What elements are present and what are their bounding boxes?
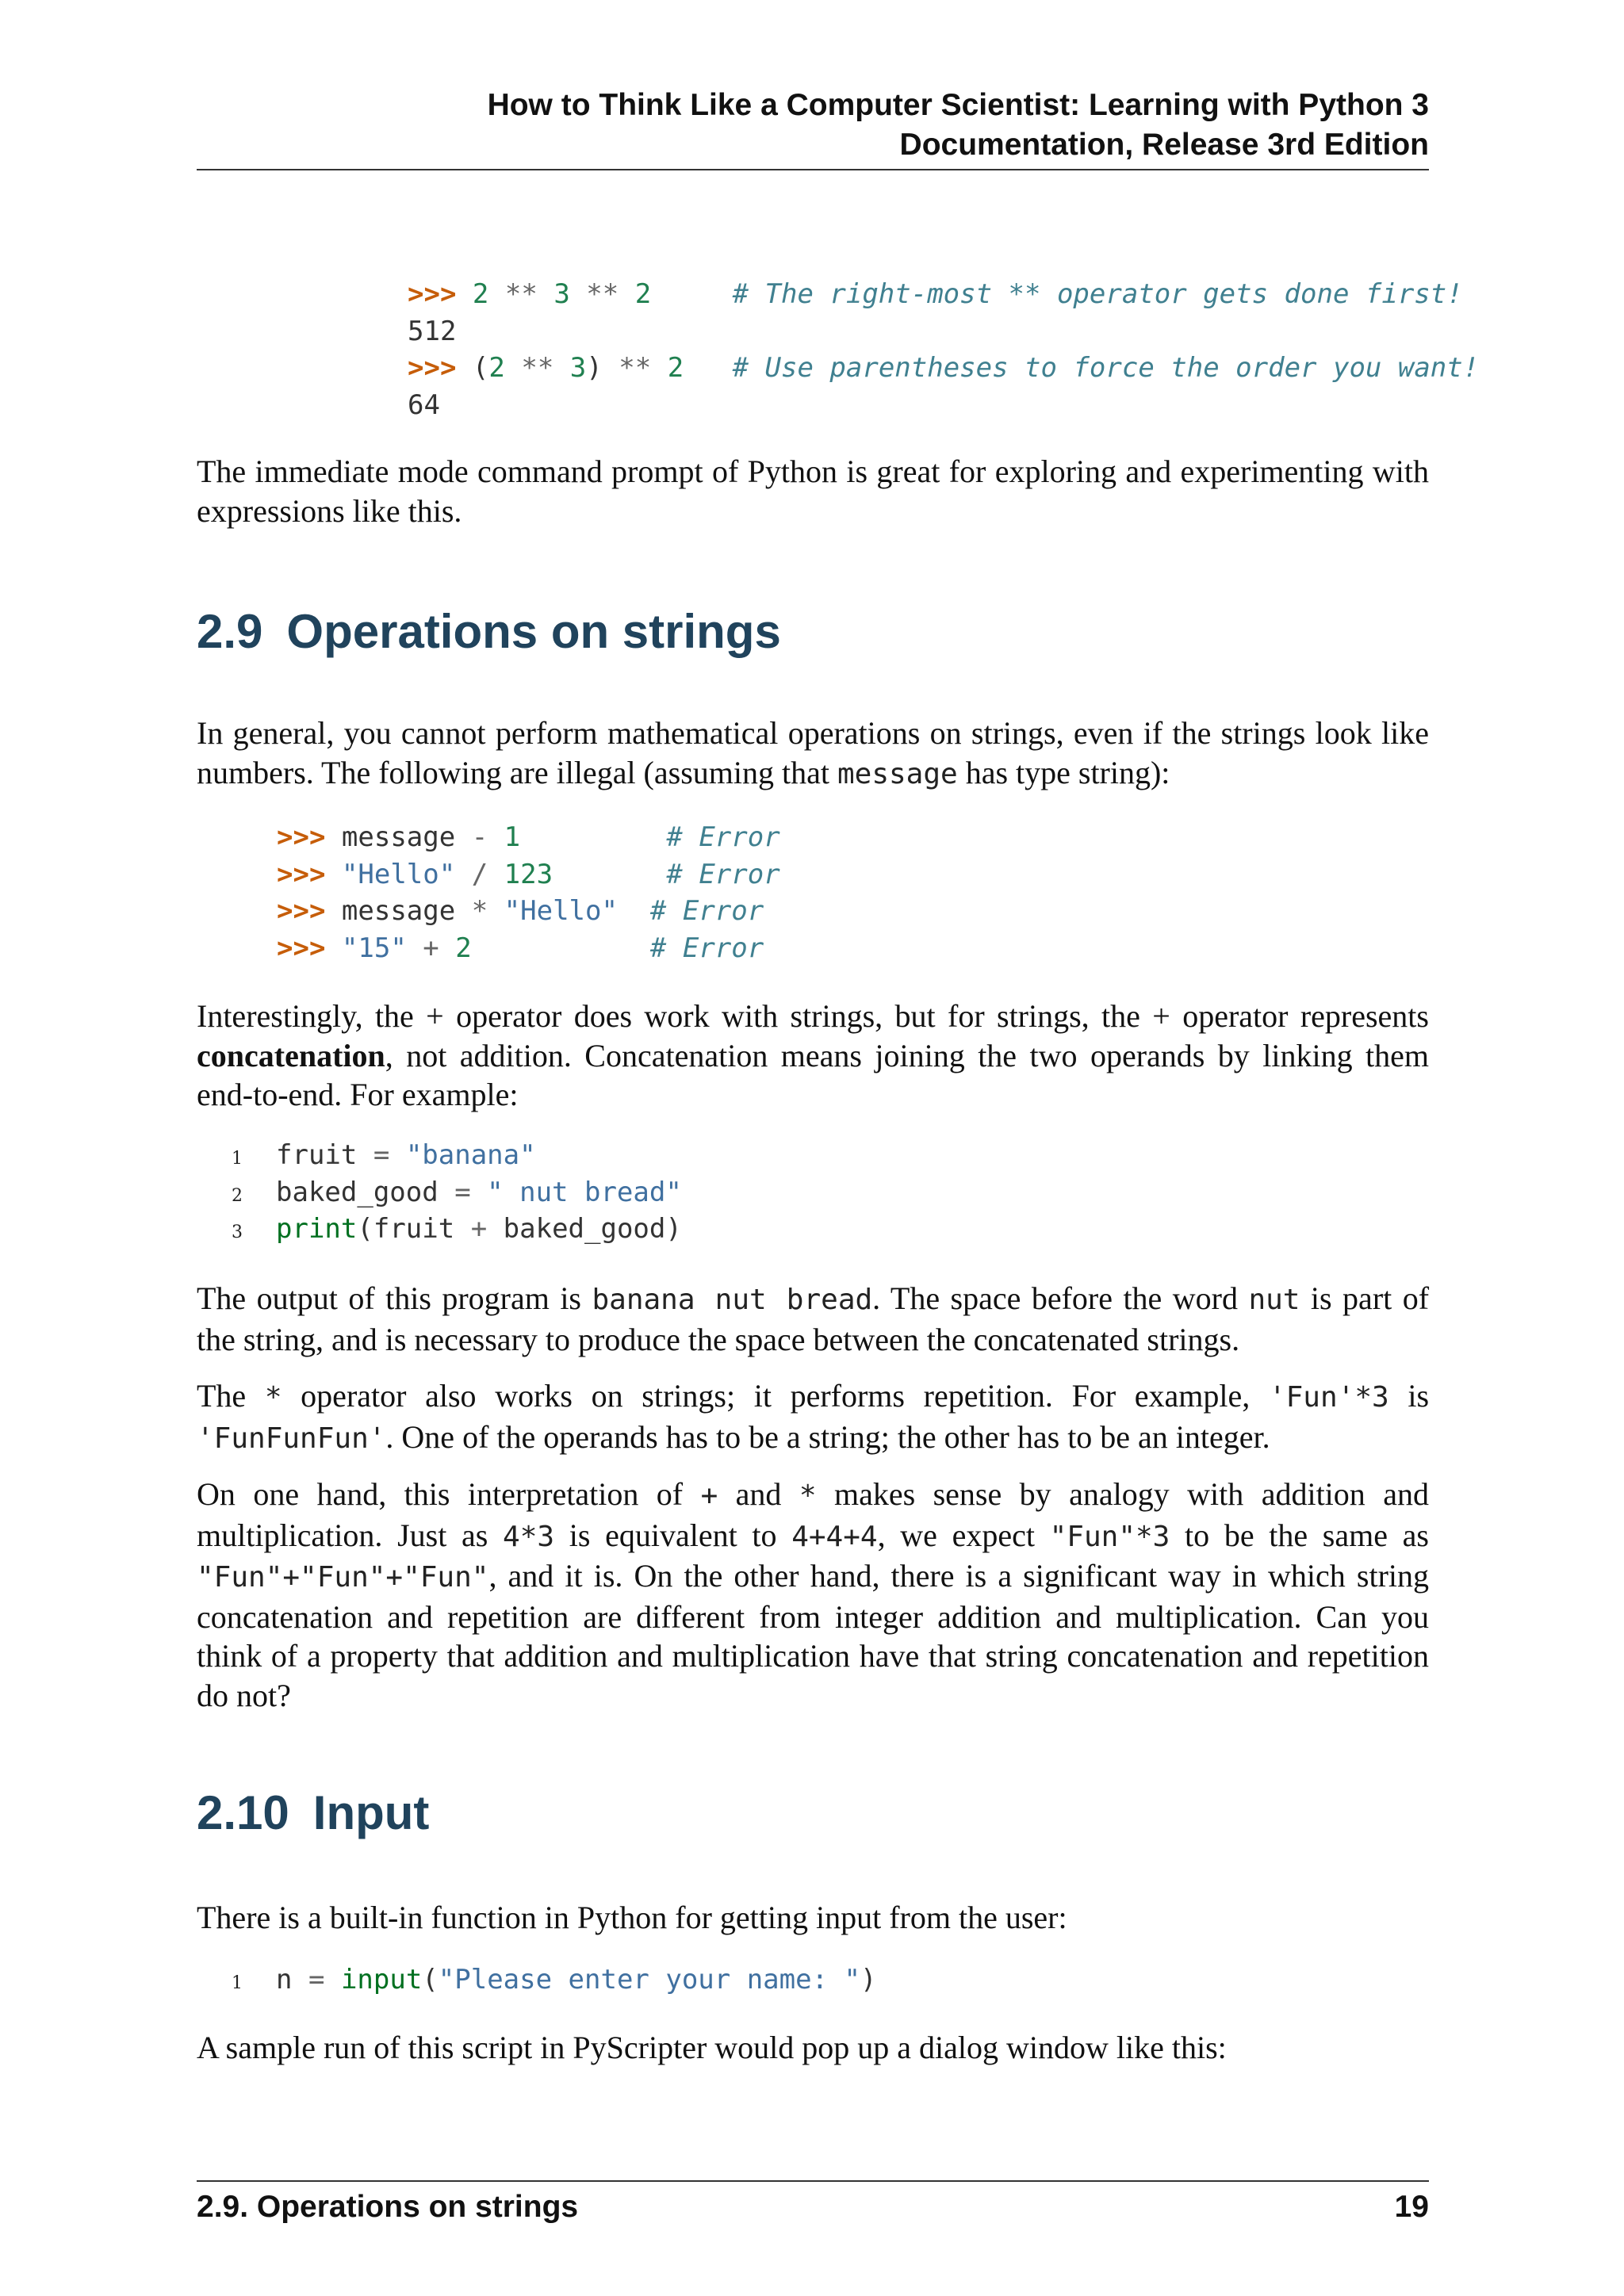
footer-section-title: 2.9. Operations on strings (197, 2190, 579, 2224)
paragraph-output: The output of this program is banana nut bread. The space before the word nut is part of the string, and is necessary to produce the space between the concatenated strings. (197, 1280, 1430, 1357)
code-line: >>> message - 1 # Error (277, 821, 780, 853)
code-line: 3 print(fruit + baked_good) (232, 1211, 682, 1248)
header-title-line1: How to Think Like a Computer Scientist: Learning with Python 3 (487, 88, 1429, 122)
line-number: 2 (232, 1185, 243, 1206)
paragraph-immediate-mode: The immediate mode command prompt of Python is great for exploring and experimenting with expressions like this. (197, 453, 1429, 529)
code-block-concatenation (232, 1137, 682, 1248)
paragraph-analogy: On one hand, this interpretation of + and * makes sense by analogy with addition and multiplication. Just as 4*3 is equivalent to 4+4+4, we expect "Fun"*3 to be the same as "Fun"+"Fun"+"Fun", and it is. On the other hand, there is a significant way in which string concatenation and repetition are different from integer addition and multiplication. Can you think of a property that addition and multiplication have that string concatenation and repetition do not? (197, 1476, 1429, 1713)
line-number: 1 (232, 1149, 243, 1169)
running-header (197, 86, 1429, 170)
code-line: 1 fruit = "banana" (232, 1137, 682, 1174)
paragraph-input: There is a built-in function in Python for getting input from the user: (197, 1900, 1067, 1935)
code-output-line: 512 (408, 315, 457, 347)
line-number: 3 (232, 1223, 243, 1242)
code-line: >>> "15" + 2 # Error (277, 932, 764, 964)
paragraph-general: In general, you cannot perform mathematical operations on strings, even if the strings look like numbers. The following are illegal (assuming that message has type string): (197, 715, 1429, 790)
paragraph-sample-run: A sample run of this script in PyScripter would pop up a dialog window like this: (197, 2030, 1227, 2065)
term-concatenation: concatenation (197, 1037, 385, 1073)
paragraph-repetition: The * operator also works on strings; it performs repetition. For example, 'Fun'*3 is 'FunFunFun'. One of the operands has to be a string; the other has to be an integer. (197, 1378, 1430, 1455)
code-line: >>> "Hello" / 123 # Error (277, 858, 780, 890)
code-line: >>> message * "Hello" # Error (277, 895, 764, 927)
header-title-line2: Documentation, Release 3rd Edition (899, 128, 1429, 162)
code-line: >>> (2 ** 3) ** 2 # Use parentheses to force the order you want! (408, 352, 1480, 384)
page-footer (197, 2180, 1429, 2225)
code-block-input (232, 1961, 876, 1999)
line-number: 1 (232, 1973, 243, 1993)
code-output-line: 64 (408, 388, 440, 421)
code-line: >>> 2 ** 3 ** 2 # The right-most ** operator gets done first! (408, 278, 1463, 310)
code-block-string-errors (277, 819, 780, 966)
paragraph-concatenation: Interestingly, the + operator does work with strings, but for strings, the + operator represents concatenation, not addition. Concatenation means joining the two operands by linking them end-to-end. For example: (197, 998, 1429, 1112)
code-line: 2 baked_good = " nut bread" (232, 1174, 682, 1211)
page-number: 19 (1394, 2190, 1429, 2224)
section-heading-2-10: 2.10 Input (197, 1786, 430, 1839)
section-heading-2-9: 2.9 Operations on strings (197, 605, 781, 658)
code-block-exponent (408, 276, 1479, 423)
code-line: 1 n = input("Please enter your name: ") (232, 1961, 876, 1999)
